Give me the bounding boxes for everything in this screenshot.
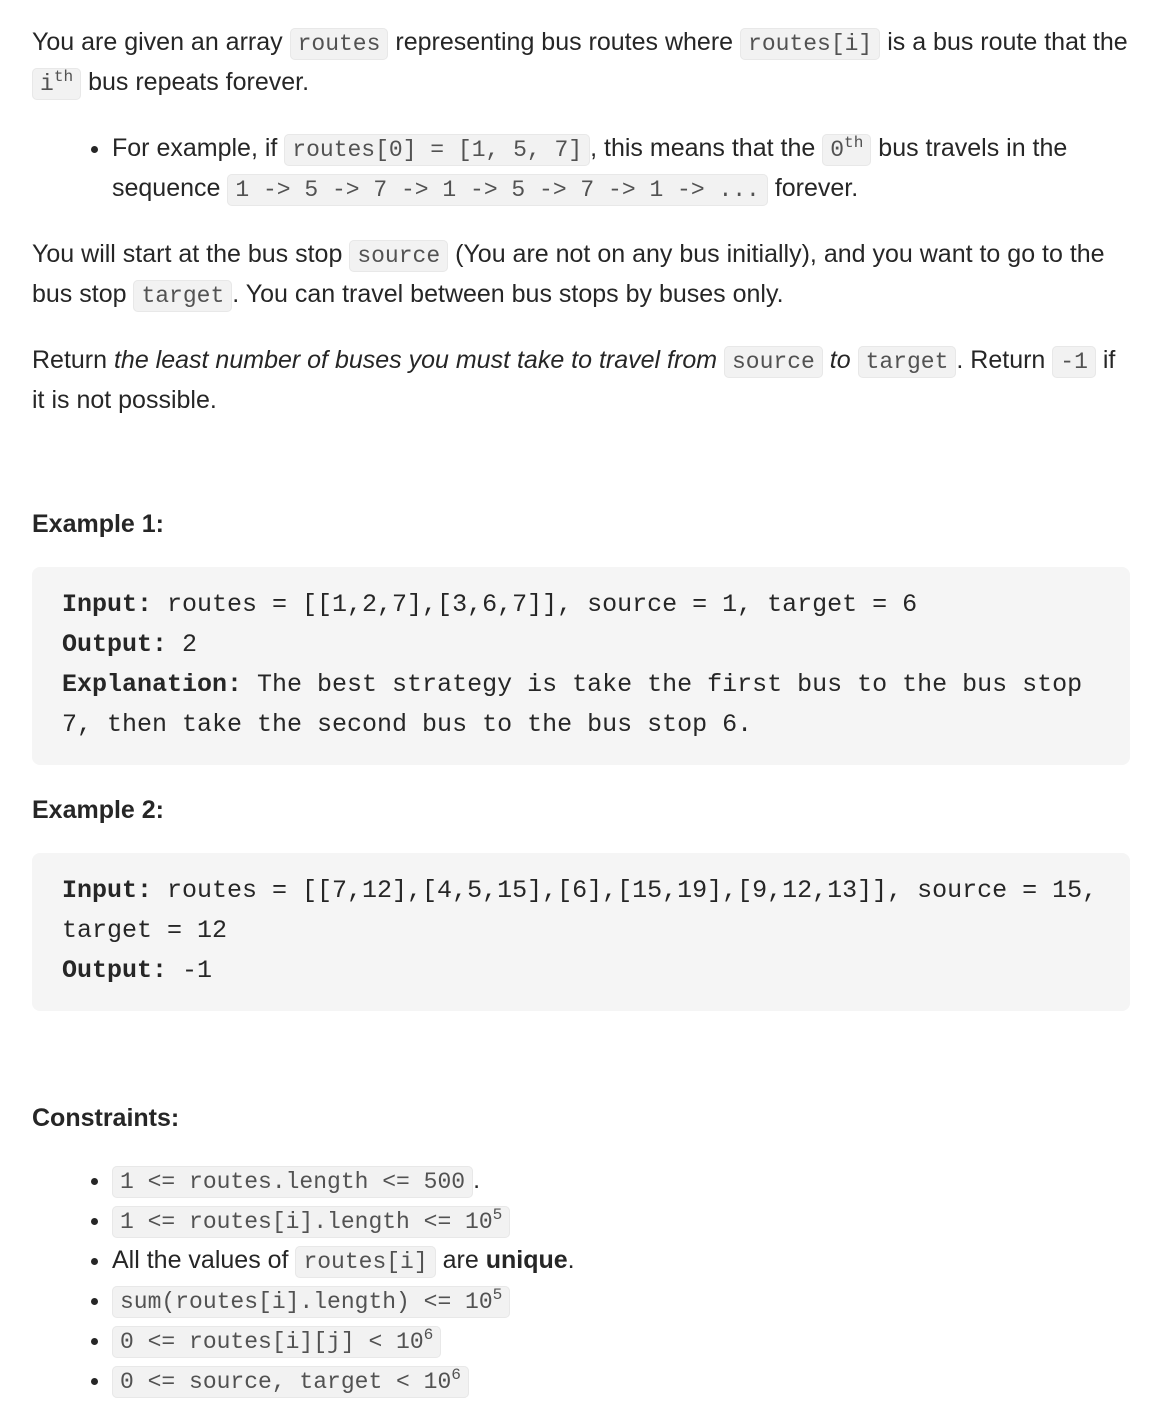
constraint-item bbox=[112, 1161, 1130, 1201]
example-bullet bbox=[112, 129, 1130, 209]
example-1-input-value: routes = [[1,2,7],[3,6,7]], source = 1, target = 6 bbox=[152, 590, 918, 619]
target-code: target bbox=[133, 280, 232, 312]
example-1-output-label: Output: bbox=[62, 630, 168, 659]
ith-sup: th bbox=[53, 68, 74, 87]
constraint-item bbox=[112, 1361, 1130, 1401]
constraint-item bbox=[112, 1321, 1130, 1361]
return-text-3: if it is not possible. bbox=[32, 346, 1116, 414]
constraint-2-code bbox=[112, 1206, 510, 1238]
constraint-5-base: 0 <= routes[i][j] < 10 bbox=[120, 1329, 424, 1355]
intro-paragraph bbox=[32, 23, 1130, 103]
example-2-input-label: Input: bbox=[62, 876, 153, 905]
example-2-input-value: routes = [[7,12],[4,5,15],[6],[15,19],[9,12,13]], source = 15, target = 12 bbox=[62, 876, 1113, 945]
constraint-6-code bbox=[112, 1366, 469, 1398]
constraint-5-sup: 6 bbox=[423, 1326, 434, 1345]
example-1-output-value: 2 bbox=[167, 630, 198, 659]
constraint-6-base: 0 <= source, target < 10 bbox=[120, 1369, 452, 1395]
intro-text-3: is a bus route that the bbox=[880, 28, 1128, 56]
example-1-explanation-value: The best strategy is take the first bus to the bus stop 7, then take the second bus to the bus stop 6. bbox=[62, 670, 1098, 739]
example-1-block bbox=[32, 567, 1130, 765]
return-paragraph bbox=[32, 341, 1130, 419]
constraint-1-tail: . bbox=[473, 1166, 481, 1194]
constraint-2-base: 1 <= routes[i].length <= 10 bbox=[120, 1209, 493, 1235]
example-bullet-list bbox=[32, 129, 1130, 209]
start-paragraph bbox=[32, 235, 1130, 315]
constraint-4-sup: 5 bbox=[492, 1286, 503, 1305]
routes-0-code: routes[0] = [1, 5, 7] bbox=[284, 134, 590, 166]
bullet-text-3: bus travels in the sequence bbox=[112, 134, 1068, 202]
routes-i-code: routes[i] bbox=[740, 28, 880, 60]
return-italic-1: the least number of buses you must take to travel from bbox=[113, 346, 724, 374]
constraint-4-base: sum(routes[i].length) <= 10 bbox=[120, 1289, 493, 1315]
constraint-3-text-3: . bbox=[567, 1246, 575, 1274]
routes-code: routes bbox=[290, 28, 389, 60]
start-text-3: . You can travel between bus stops by buses only. bbox=[232, 280, 784, 308]
start-text-1: You will start at the bus stop bbox=[32, 240, 350, 268]
return-target-code: target bbox=[858, 346, 957, 378]
bullet-text-4: forever. bbox=[767, 174, 859, 202]
intro-text-4: bus repeats forever. bbox=[81, 68, 310, 96]
example-2-output-label: Output: bbox=[62, 956, 168, 985]
intro-text-2: representing bus routes where bbox=[388, 28, 741, 56]
example-2-block bbox=[32, 853, 1130, 1011]
constraint-1-code: 1 <= routes.length <= 500 bbox=[112, 1166, 473, 1198]
ith-code bbox=[32, 68, 81, 100]
bullet-text-1: For example, if bbox=[112, 134, 285, 162]
intro-text-1: You are given an array bbox=[32, 28, 290, 56]
constraint-item bbox=[112, 1201, 1130, 1241]
constraint-item bbox=[112, 1281, 1130, 1321]
minus-one-code: -1 bbox=[1052, 346, 1096, 378]
source-code: source bbox=[349, 240, 448, 272]
0th-sup: th bbox=[844, 134, 864, 153]
return-text-1: Return bbox=[32, 346, 114, 374]
return-italic-2: to bbox=[822, 346, 858, 374]
constraint-4-code bbox=[112, 1286, 510, 1318]
return-text-2: . Return bbox=[956, 346, 1053, 374]
0th-code bbox=[822, 134, 871, 166]
example-1-explanation-label: Explanation: bbox=[62, 670, 243, 699]
constraints-title: Constraints: bbox=[32, 1104, 180, 1132]
constraint-3-text-1: All the values of bbox=[112, 1246, 296, 1274]
0th-base: 0 bbox=[830, 137, 845, 163]
constraint-3-bold: unique bbox=[485, 1246, 568, 1274]
constraints-list bbox=[32, 1161, 1130, 1401]
constraint-3-text-2: are bbox=[435, 1246, 486, 1274]
constraint-6-sup: 6 bbox=[451, 1366, 461, 1385]
example-2-title: Example 2: bbox=[32, 796, 165, 824]
constraint-3-code: routes[i] bbox=[295, 1246, 435, 1278]
bullet-text-2: , this means that the bbox=[590, 134, 823, 162]
constraint-item bbox=[112, 1241, 1130, 1281]
constraint-5-code bbox=[112, 1326, 441, 1358]
return-source-code: source bbox=[724, 346, 823, 378]
example-1-title: Example 1: bbox=[32, 510, 165, 538]
example-1-input-label: Input: bbox=[62, 590, 153, 619]
constraint-2-sup: 5 bbox=[492, 1206, 503, 1225]
ith-base: i bbox=[40, 71, 54, 97]
sequence-code: 1 -> 5 -> 7 -> 1 -> 5 -> 7 -> 1 -> ... bbox=[227, 174, 768, 206]
start-text-2: (You are not on any bus initially), and you want to go to the bus stop bbox=[32, 240, 1105, 308]
example-2-output-value: -1 bbox=[167, 956, 213, 985]
